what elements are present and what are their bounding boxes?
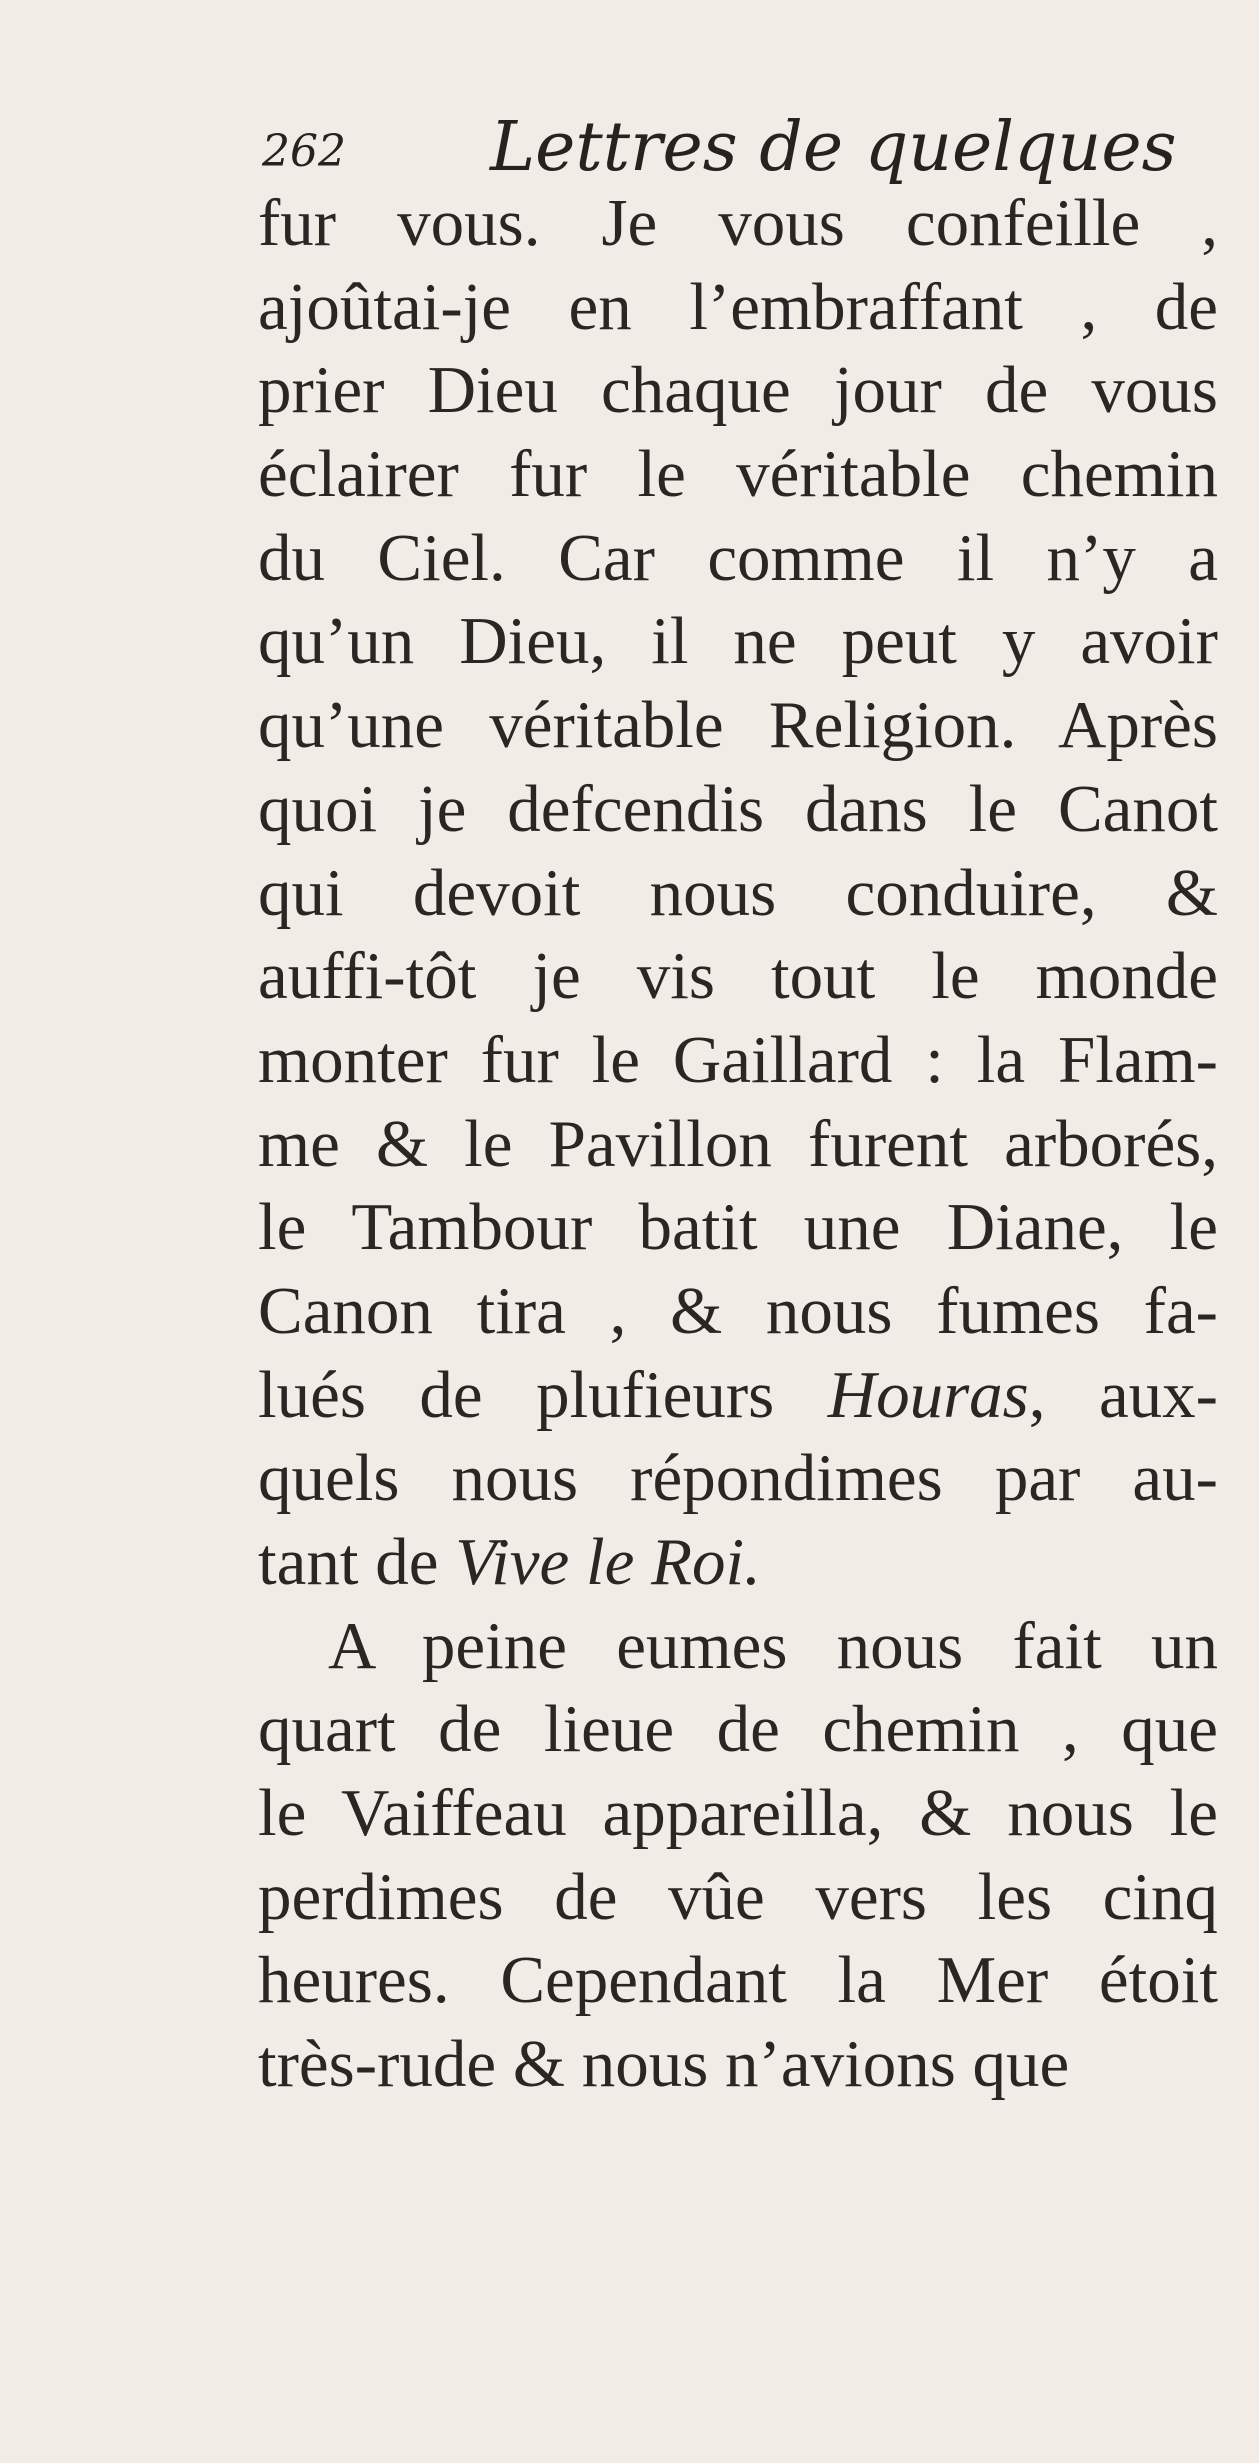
text-line <box>258 935 1218 1019</box>
italic-text: Vive le Roi. <box>455 1525 761 1599</box>
text-line <box>258 1437 1218 1521</box>
text-segment: A peine eumes nous fait un <box>328 1608 1218 1683</box>
text-segment: fur vous. Je vous confeille , <box>258 186 1218 260</box>
text-segment: éclairer fur le véritable chemin <box>258 437 1218 512</box>
text-line <box>258 1103 1218 1187</box>
text-segment: lués de plufieurs <box>258 1357 828 1432</box>
text-segment: Canon tira , & nous fumes fa- <box>258 1273 1218 1348</box>
text-segment: , aux- <box>1028 1357 1218 1432</box>
text-line <box>258 1019 1218 1103</box>
text-segment: le Vaiffeau appareilla, & nous le <box>258 1776 1218 1851</box>
text-segment: quels nous répondimes par au- <box>258 1441 1218 1516</box>
text-segment: très-rude & nous n’avions que <box>258 2027 1070 2102</box>
text-segment: monter fur le Gaillard : la Flam- <box>258 1022 1218 1097</box>
text-line <box>258 768 1218 852</box>
text-line <box>258 1939 1218 2023</box>
text-segment: prier Dieu chaque jour de vous <box>258 353 1218 428</box>
text-segment: ajoûtai-je en l’embraffant , de <box>258 269 1218 344</box>
text-segment: le Tambour batit une Diane, le <box>258 1190 1218 1265</box>
text-line <box>258 684 1218 768</box>
text-line <box>258 1772 1218 1856</box>
text-line <box>258 349 1218 433</box>
text-segment: qui devoit nous conduire, & <box>258 855 1218 930</box>
text-segment: perdimes de vûe vers les cinq <box>258 1859 1218 1934</box>
text-line <box>258 600 1218 684</box>
text-segment: quart de lieue de chemin , que <box>258 1692 1218 1767</box>
text-segment: qu’un Dieu, il ne peut y avoir <box>258 604 1218 679</box>
text-line <box>258 1605 1218 1689</box>
text-segment: heures. Cependant la Mer étoit <box>258 1943 1218 2018</box>
text-line <box>258 1521 1218 1605</box>
page-header <box>262 108 1177 188</box>
text-line <box>258 1354 1218 1438</box>
text-line <box>258 182 1218 266</box>
italic-text: Houras <box>827 1357 1029 1432</box>
text-line <box>258 266 1218 350</box>
text-segment: du Ciel. Car comme il n’y a <box>258 520 1218 595</box>
text-line <box>258 1688 1218 1772</box>
text-segment: quoi je defcendis dans le Canot <box>258 771 1218 846</box>
text-line <box>258 1856 1218 1940</box>
body-text <box>258 182 1218 2107</box>
running-head: Lettres de quelques <box>490 108 1177 187</box>
page-number: 262 <box>262 126 346 177</box>
text-line <box>258 1270 1218 1354</box>
text-line <box>258 1186 1218 1270</box>
text-segment: auffi-tôt je vis tout le monde <box>258 939 1218 1014</box>
text-line <box>258 517 1218 601</box>
text-segment: me & le Pavillon furent arborés, <box>258 1106 1218 1181</box>
text-segment: qu’une véritable Religion. Après <box>258 688 1218 763</box>
text-line <box>258 433 1218 517</box>
text-segment: tant de <box>258 1525 456 1599</box>
text-line <box>258 852 1218 936</box>
text-line <box>258 2023 1218 2107</box>
